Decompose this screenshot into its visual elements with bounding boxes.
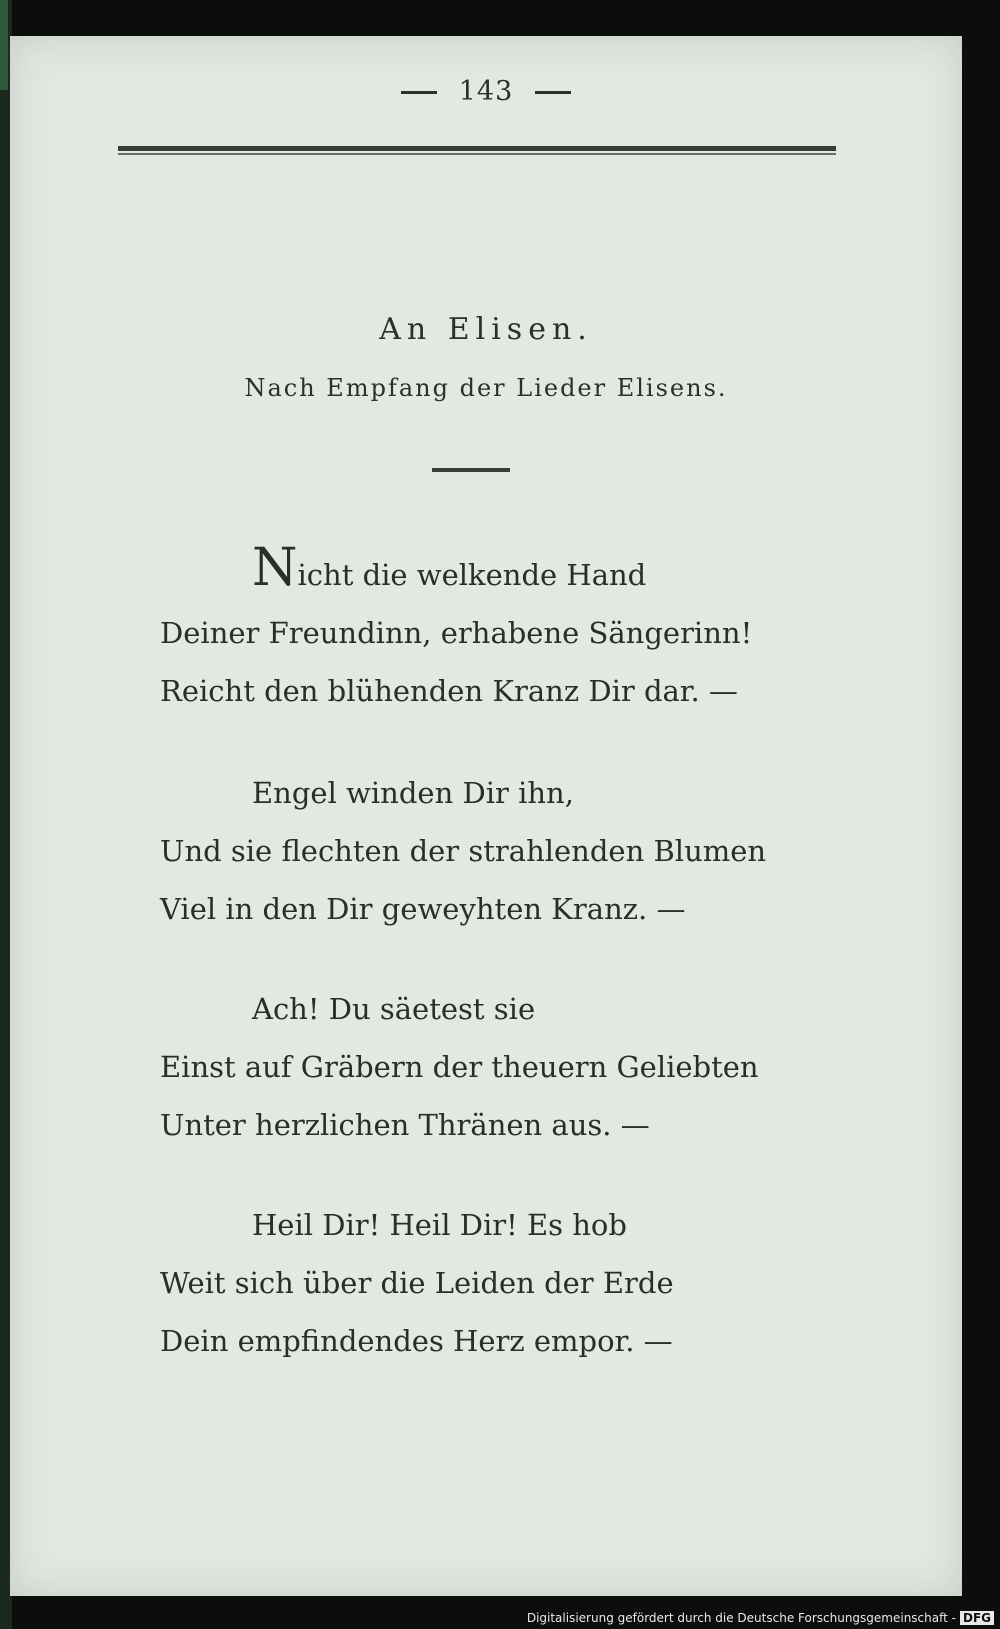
verse-line: Weit sich über die Leiden der Erde — [160, 1266, 674, 1300]
verse-line: Viel in den Dir geweyhten Kranz. — — [160, 892, 686, 926]
poem-title: An Elisen. — [379, 312, 593, 347]
verse-line: Ach! Du säetest sie — [252, 992, 536, 1026]
verse-line: Einst auf Gräbern der theuern Geliebten — [160, 1050, 759, 1084]
header-rule-thin — [118, 153, 836, 155]
verse-line: Und sie flechten der strahlenden Blumen — [160, 834, 767, 868]
page-number: 143 — [458, 76, 514, 107]
verse-line: Reicht den blühenden Kranz Dir dar. — — [160, 674, 738, 708]
verse-text: icht die welkende Hand — [297, 558, 647, 592]
header-dash-left — [401, 91, 437, 94]
stanza-2 — [160, 764, 860, 938]
stanza-1 — [160, 538, 860, 720]
digitization-credit — [527, 1611, 994, 1625]
header-dash-right — [535, 91, 571, 94]
drop-cap: N — [252, 538, 298, 598]
title-divider — [432, 468, 510, 472]
header-rule — [118, 146, 836, 151]
verse-line: Engel winden Dir ihn, — [252, 776, 574, 810]
stanza-4 — [160, 1196, 860, 1370]
verse-line — [160, 538, 860, 604]
book-page — [10, 36, 962, 1596]
page-header — [10, 76, 962, 107]
dfg-logo: DFG — [960, 1611, 994, 1625]
verse-line: Heil Dir! Heil Dir! Es hob — [252, 1208, 627, 1242]
bookmark-ribbon — [0, 0, 8, 90]
credit-text: Digitalisierung gefördert durch die Deutsche Forschungsgemeinschaft - — [526, 1611, 956, 1625]
verse-line: Dein empfindendes Herz empor. — — [160, 1324, 673, 1358]
stanza-3 — [160, 980, 860, 1154]
poem-subtitle: Nach Empfang der Lieder Elisens. — [244, 374, 728, 402]
verse-line: Deiner Freundinn, erhabene Sängerinn! — [160, 616, 753, 650]
verse-line: Unter herzlichen Thränen aus. — — [160, 1108, 650, 1142]
